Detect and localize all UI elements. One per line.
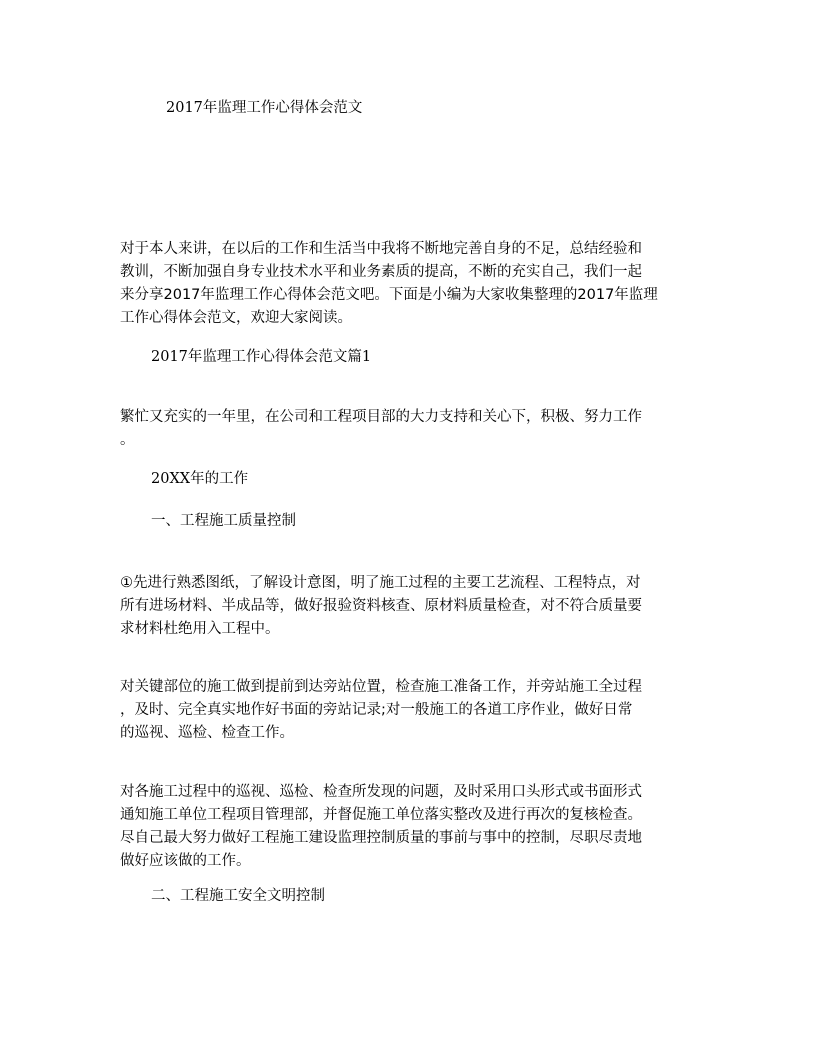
quality-item-line: 求材料杜绝用入工程中。: [120, 621, 280, 637]
work-heading: 20XX年的工作: [151, 471, 249, 487]
key-part-line: 对关键部位的施工做到提前到达旁站位置，检查施工准备工作，并旁站施工全过程: [120, 679, 642, 695]
summary-line: 。: [120, 432, 135, 448]
inspection-line: 对各施工过程中的巡视、巡检、检查所发现的问题，及时采用口头形式或书面形式: [120, 784, 642, 800]
inspection-line: 通知施工单位工程项目管理部，并督促施工单位落实整改及进行再次的复核检查。: [120, 807, 642, 823]
section-heading-safety: 二、工程施工安全文明控制: [151, 888, 325, 904]
intro-line: 工作心得体会范文，欢迎大家阅读。: [120, 310, 352, 326]
key-part-line: 的巡视、巡检、检查工作。: [120, 725, 294, 741]
key-part-line: ，及时、完全真实地作好书面的旁站记录;对一般施工的各道工序作业，做好日常: [120, 702, 633, 718]
summary-line: 繁忙又充实的一年里，在公司和工程项目部的大力支持和关心下，积极、努力工作: [120, 409, 642, 425]
intro-line: 来分享2017年监理工作心得体会范文吧。下面是小编为大家收集整理的2017年监理: [120, 287, 658, 303]
quality-item-line: ①先进行熟悉图纸，了解设计意图，明了施工过程的主要工艺流程、工程特点，对: [120, 575, 641, 591]
inspection-line: 做好应该做的工作。: [120, 853, 251, 869]
article-heading: 2017年监理工作心得体会范文篇1: [151, 349, 372, 365]
section-heading-quality: 一、工程施工质量控制: [151, 513, 296, 529]
document-title: 2017年监理工作心得体会范文: [166, 100, 363, 116]
intro-line: 教训，不断加强自身专业技术水平和业务素质的提高，不断的充实自己，我们一起: [120, 264, 642, 280]
intro-line: 对于本人来讲，在以后的工作和生活当中我将不断地完善自身的不足，总结经验和: [120, 241, 642, 257]
inspection-line: 尽自己最大努力做好工程施工建设监理控制质量的事前与事中的控制，尽职尽责地: [120, 830, 642, 846]
quality-item-line: 所有进场材料、半成品等，做好报验资料核查、原材料质量检查，对不符合质量要: [120, 598, 642, 614]
